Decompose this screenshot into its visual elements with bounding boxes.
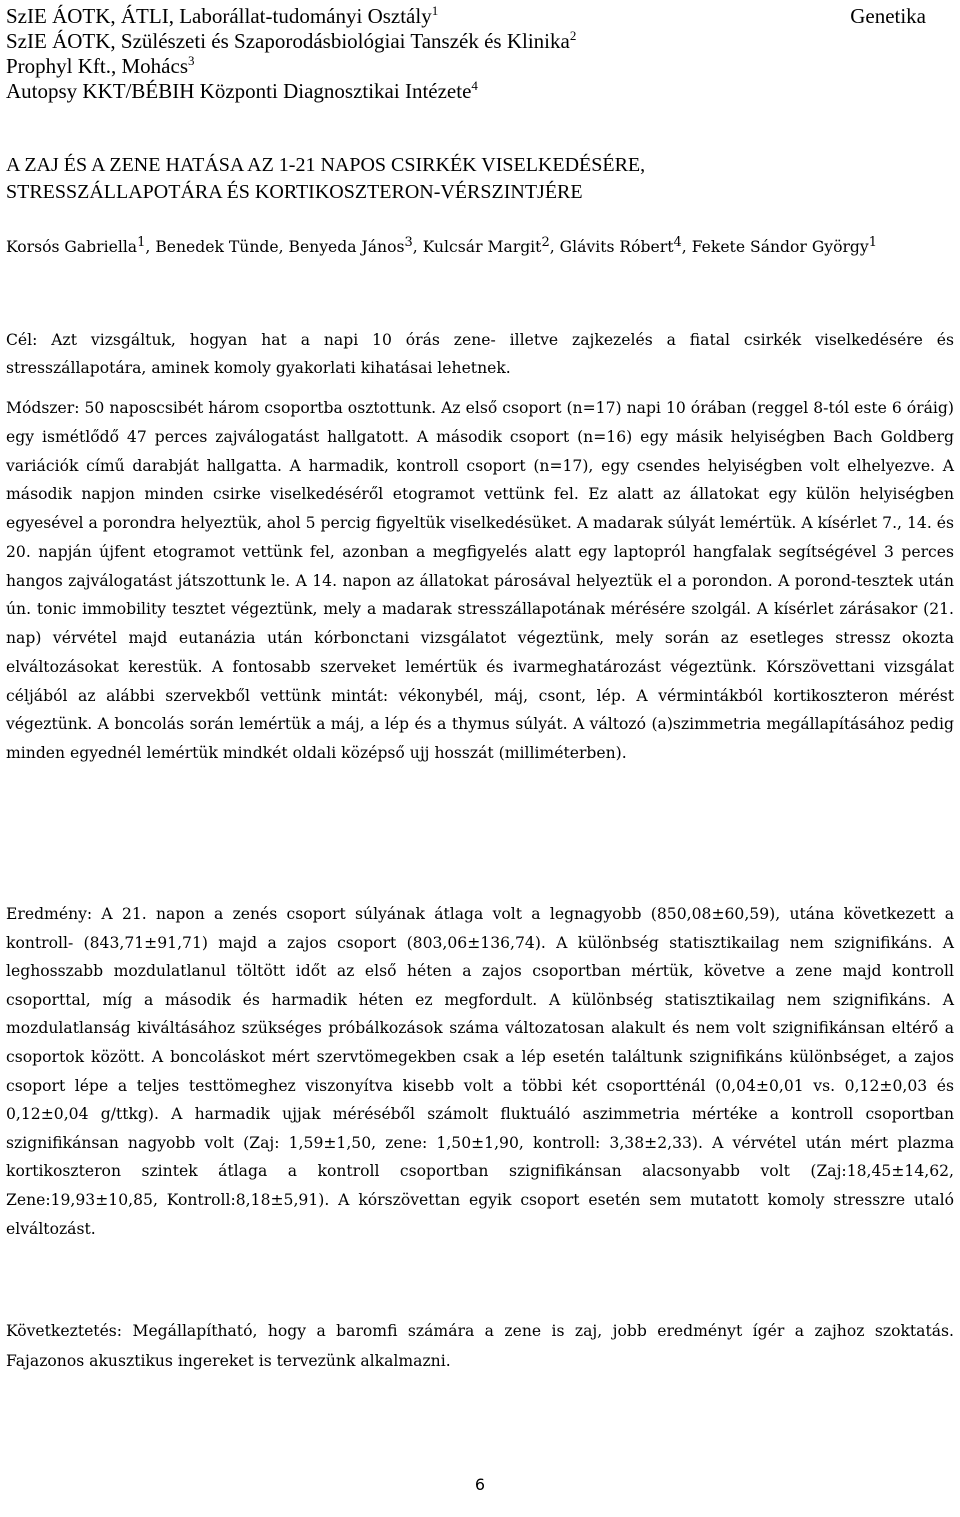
affiliation-1: SzIE ÁOTK, ÁTLI, Laborállat-tudományi Osztály$^1$ <box>6 3 439 28</box>
author-affiliation-marker: 2 <box>541 234 550 250</box>
paper-title <box>6 152 946 206</box>
affiliation-marker: 1 <box>431 3 439 18</box>
section-label: Genetika <box>850 4 926 28</box>
page-number: 6 <box>474 1475 486 1494</box>
author-name: Glávits Róbert <box>559 238 674 256</box>
affiliation-2: SzIE ÁOTK, Szülészeti és Szaporodásbiológiai Tanszék és Klinika$^2$ <box>6 28 577 53</box>
affiliation-marker: 2 <box>569 28 577 43</box>
author-name: Kulcsár Margit <box>422 238 542 256</box>
author-affiliation-marker: 3 <box>404 234 413 250</box>
author-name: Korsós Gabriella <box>6 238 138 256</box>
author-affiliation-marker: 1 <box>137 234 146 250</box>
author-affiliation-marker: 1 <box>868 234 877 250</box>
affiliation-marker: 4 <box>471 78 478 93</box>
affiliation-4: Autopsy KKT/BÉBIH Központi Diagnosztikai Intézete$^4$ <box>6 78 478 103</box>
paragraph-kovetkeztetes: Következtetés: Megállapítható, hogy a baromfi számára a zene is zaj, jobb eredményt ígér a zajhoz szoktatás. Fajazonos akusztikus ingereket is tervezünk alkalmazni. <box>6 1322 954 1370</box>
author-list: Korsós Gabriella$^1$, Benedek Tünde, Benyeda János$^3$, Kulcsár Margit$^2$, Glávits Róbert$^4$, Fekete Sándor György$^1$ <box>6 234 877 256</box>
title-line-1: A ZAJ ÉS A ZENE HATÁSA AZ 1-21 NAPOS CSIRKÉK VISELKEDÉSÉRE, <box>6 154 646 176</box>
author-name: Fekete Sándor György <box>691 238 869 256</box>
affiliations <box>6 4 766 104</box>
author-name: Benedek Tünde, Benyeda János <box>155 238 405 256</box>
paragraph-eredmeny: Eredmény: A 21. napon a zenés csoport súlyának átlaga volt a legnagyobb (850,08±60,59), utána következett a kontroll- (843,71±91,71) majd a zajos csoport (803,06±136,74). A különbség statisztikailag nem szignifikáns. A leghosszabb mozdulatlanul töltött időt az első héten a zajos csoportban mértük, követve a zene majd kontroll csoporttal, míg a második és harmadik héten ez megfordult. A különbség statisztikailag nem szignifikáns. A mozdulatlanság kiváltásához szükséges próbálkozások száma változatosan alakult és nem volt szignifikánsan eltérő a csoportok között. A boncoláskot mért szervtömegekben csak a lép esetén találtunk szignifikáns különbséget, a zajos csoport lépe a teljes testtömeghez viszonyítva kisebb volt a többi két csoportténál (0,04±0,01 vs. 0,12±0,03 és 0,12±0,04 g/ttkg). A harmadik ujjak méréséből számolt fluktuáló aszimmetria mértéke a kontroll csoportban szignifikánsan nagyobb volt (Zaj: 1,59±1,50, zene: 1,50±1,90, kontroll: 3,38±2,33). A vérvétel után mért plazma kortikoszteron szintek átlaga a kontroll csoportban szignifikánsan alacsonyabb volt (Zaj:18,45±14,62, Zene:19,93±10,85, Kontroll:8,18±5,91). A kórszövettan egyik csoport esetén sem mutatott komoly stresszre utaló elváltozást. <box>6 905 954 1238</box>
affiliation-marker: 3 <box>188 53 195 68</box>
author-affiliation-marker: 4 <box>673 234 682 250</box>
affiliation-3: Prophyl Kft., Mohács$^3$ <box>6 53 195 78</box>
paragraph-cel: Cél: Azt vizsgáltuk, hogyan hat a napi 10 órás zene- illetve zajkezelés a fiatal csirkék viselkedésére és stresszállapotára, aminek komoly gyakorlati kihatásai lehetnek. <box>6 331 954 377</box>
paragraph-modszer: Módszer: 50 naposcsibét három csoportba osztottunk. Az első csoport (n=17) napi 10 órában (reggel 8-tól este 6 óráig) egy ismétlődő 47 perces zajválogatást hallgatott. A második csoport (n=16) egy másik helyiségben Bach Goldberg variációk című darabját hallgatta. A harmadik, kontroll csoport (n=17), egy csendes helyiségben volt elhelyezve. A második napjon minden csirke viselkedéséről etogramot vettünk fel. Ez alatt az állatokat egy külön helyiségben egyesével a porondra helyeztük, ahol 5 percig figyeltük viselkedésüket. A madarak súlyát lemértük. A kísérlet 7., 14. és 20. napján újfent etogramot vettünk fel, azonban a megfigyelés alatt egy laptopról hangfalak segítségével 3 perces hangos zajválogatást játszottunk le. A 14. napon az állatokat párosával helyeztük el a porondon. A porond-tesztek után ún. tonic immobility tesztet végeztünk, mely a madarak stresszállapotának mérésére szolgál. A kísérlet zárásakor (21. nap) vérvétel majd eutanázia után kórbonctani vizsgálatot végeztünk, mely során az esetleges stressz okozta elváltozásokat kerestük. A fontosabb szerveket lemértük és ivarmeghatározást végeztünk. Kórszövettani vizsgálat céljából az alábbi szervekből vettünk mintát: vékonybél, máj, csont, lép. A vérmintákból kortikoszteron mérést végeztünk. A boncolás során lemértük a máj, a lép és a thymus súlyát. A változó (a)szimmetria megállapításához pedig minden egyednél lemértük mindkét oldali középső ujj hosszát (milliméterben). <box>6 399 954 762</box>
title-line-2: STRESSZÁLLAPOTÁRA ÉS KORTIKOSZTERON-VÉRSZINTJÉRE <box>6 181 583 203</box>
